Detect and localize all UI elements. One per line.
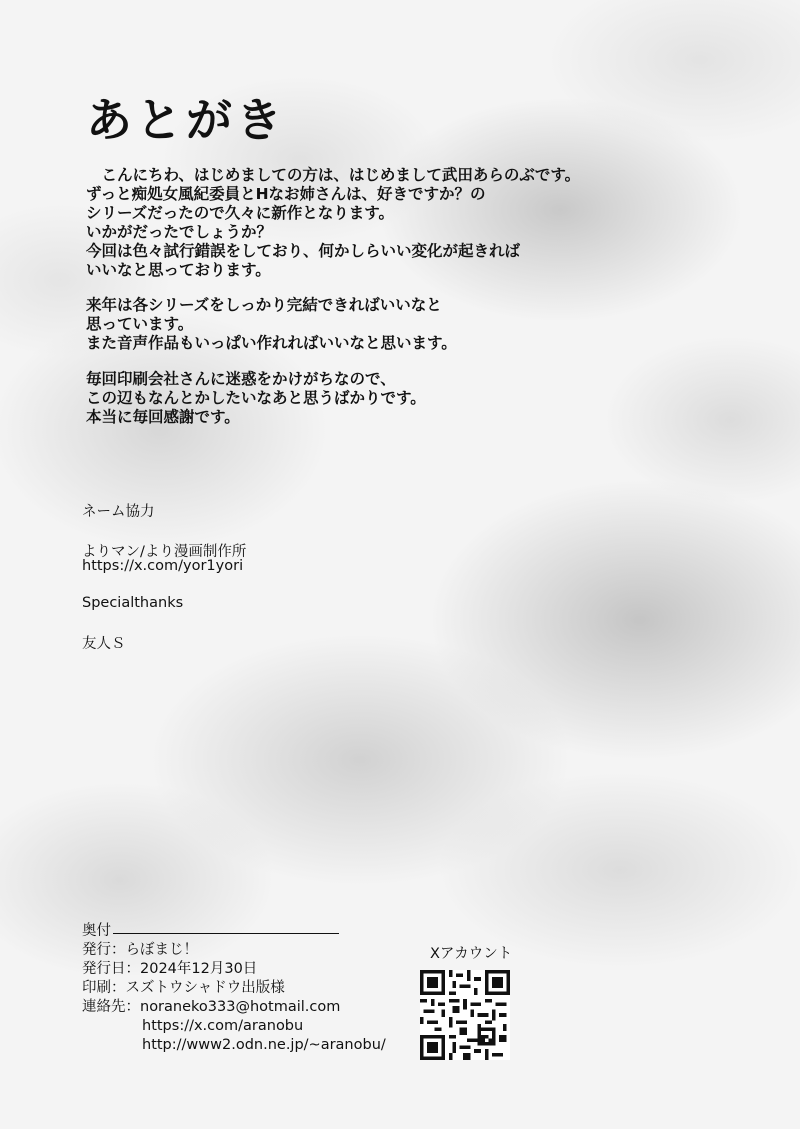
text-line: シリーズだったので久々に新作となります。 [86,204,394,222]
colophon-heading: 奥付 [82,923,111,939]
colophon-contact-web[interactable]: http://www2.odn.ne.jp/~aranobu/ [142,1037,386,1053]
colophon-contact-x[interactable]: https://x.com/aranobu [142,1018,304,1034]
text-line: 来年は各シリーズをしっかり完結できればいいなと [86,296,442,314]
text-line: こんにちわ、はじめましての方は、はじめまして武田あらのぶです。 [86,166,581,184]
qr-code-icon[interactable] [420,970,510,1060]
text-line: 今回は色々試行錯誤をしており、何かしらいい変化が起きれば [86,242,521,260]
colophon-heading-row [82,922,386,941]
afterword-paragraph-1 [86,166,580,280]
text-line: いかがだったでしょうか？ [86,223,273,241]
name-cooperation-url[interactable]: https://x.com/yor1yori [82,558,244,574]
page-title: あとがき [86,93,286,147]
text-line: いいなと思っております。 [86,261,271,279]
text-line: 本当に毎回感謝です。 [86,408,240,426]
colophon [82,922,386,1055]
afterword-paragraph-2 [86,296,457,353]
x-account-label: Xアカウント [430,946,513,962]
colophon-contact: 連絡先：noraneko333@hotmail.com [82,999,341,1015]
afterword-paragraph-3 [86,370,426,427]
colophon-publisher: 発行：らぼまじ！ [82,942,198,958]
text-line: また音声作品もいっぱい作れればいいなと思います。 [86,334,457,352]
colophon-printer: 印刷：スズトウシャドウ出版様 [82,980,285,996]
name-cooperation-name: よりマン/より漫画制作所 [82,544,247,560]
text-line: ずっと痴処女風紀委員とHなお姉さんは、好きですか？の [86,185,486,203]
colophon-rule [113,933,339,934]
name-cooperation-label: ネーム協力 [82,504,155,520]
text-line: 思っています。 [86,315,194,333]
special-thanks-name: 友人Ｓ [82,636,126,652]
special-thanks-label: Specialthanks [82,595,184,611]
text-line: 毎回印刷会社さんに迷惑をかけがちなので、 [86,370,396,388]
colophon-date: 発行日：2024年12月30日 [82,961,258,977]
text-line: この辺もなんとかしたいなあと思うばかりです。 [86,389,426,407]
